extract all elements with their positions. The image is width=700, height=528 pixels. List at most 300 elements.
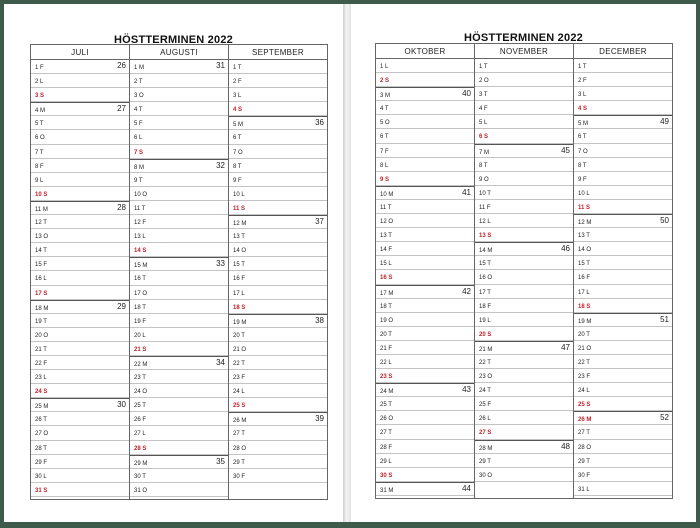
right-page <box>351 4 696 522</box>
day-label: 7 T <box>35 149 44 156</box>
day-row <box>475 87 573 101</box>
day-row <box>376 327 474 341</box>
day-label: 31 L <box>578 486 590 493</box>
day-label: 21 M <box>479 346 493 353</box>
day-row <box>31 187 129 201</box>
day-label: 3 M <box>380 93 391 100</box>
day-row <box>574 482 672 496</box>
day-label: 6 T <box>233 135 242 142</box>
day-label: 30 F <box>233 473 246 480</box>
day-label: 25 F <box>479 402 492 409</box>
day-label: 14 O <box>578 247 592 254</box>
day-row <box>475 214 573 228</box>
day-label: 24 L <box>233 389 245 396</box>
day-label: 4 T <box>134 107 143 114</box>
day-label: 16 S <box>380 275 393 282</box>
day-label: 11 S <box>233 205 246 212</box>
day-label: 20 T <box>233 332 245 339</box>
day-label: 10 O <box>134 191 148 198</box>
week-number: 29 <box>117 301 126 311</box>
day-row <box>376 73 474 87</box>
day-row <box>31 173 129 187</box>
day-label: 25 T <box>134 403 146 410</box>
day-label: 9 O <box>479 176 489 183</box>
day-row <box>130 243 228 257</box>
day-row <box>376 200 474 214</box>
day-label: 23 F <box>233 375 246 382</box>
day-row <box>376 482 474 496</box>
month-column-oktober <box>376 44 474 498</box>
day-label: 16 T <box>134 276 146 283</box>
month-column-november <box>474 44 573 498</box>
day-row <box>574 355 672 369</box>
week-number: 34 <box>216 357 225 367</box>
day-row <box>130 271 228 285</box>
day-label: 9 L <box>35 177 44 184</box>
day-row <box>475 355 573 369</box>
day-row <box>229 384 327 398</box>
day-label: 10 M <box>380 191 394 198</box>
week-number: 36 <box>315 118 324 128</box>
month-header: DECEMBER <box>574 44 672 59</box>
week-number: 42 <box>462 286 471 296</box>
day-row <box>475 158 573 172</box>
day-label: 24 M <box>380 389 394 396</box>
week-number: 44 <box>462 483 471 493</box>
day-label: 2 O <box>479 78 489 85</box>
day-label: 6 T <box>578 134 587 141</box>
day-label: 28 O <box>233 445 247 452</box>
day-row <box>229 215 327 229</box>
day-row <box>130 102 228 116</box>
day-row <box>229 271 327 285</box>
day-row <box>574 129 672 143</box>
week-number: 45 <box>561 145 570 155</box>
day-row <box>130 215 228 229</box>
day-label: 31 M <box>380 487 394 494</box>
week-number: 41 <box>462 187 471 197</box>
day-row <box>31 243 129 257</box>
day-row <box>574 425 672 439</box>
day-label: 21 O <box>578 345 592 352</box>
day-row <box>475 425 573 439</box>
day-label: 30 L <box>35 473 47 480</box>
day-label: 6 L <box>134 135 143 142</box>
day-label: 13 T <box>380 233 392 240</box>
day-row <box>475 144 573 158</box>
day-row <box>130 145 228 159</box>
day-label: 21 F <box>380 345 393 352</box>
day-label: 29 T <box>233 459 245 466</box>
day-label: 2 F <box>233 79 242 86</box>
day-row <box>376 411 474 425</box>
day-row <box>130 159 228 173</box>
day-row <box>31 201 129 215</box>
week-number: 49 <box>660 117 669 127</box>
day-label: 9 T <box>134 177 143 184</box>
day-label: 10 S <box>35 191 48 198</box>
day-label: 12 L <box>479 219 491 226</box>
day-row <box>475 383 573 397</box>
day-row <box>130 384 228 398</box>
day-row <box>376 87 474 101</box>
day-row <box>31 441 129 455</box>
day-row <box>229 469 327 483</box>
day-label: 15 T <box>578 261 590 268</box>
day-row <box>130 286 228 300</box>
day-label: 3 S <box>35 93 45 100</box>
day-row <box>475 440 573 454</box>
day-row <box>574 383 672 397</box>
week-number: 39 <box>315 414 324 424</box>
day-label: 8 T <box>233 163 242 170</box>
day-row <box>229 370 327 384</box>
day-row <box>130 314 228 328</box>
day-label: 17 T <box>479 289 491 296</box>
left-page <box>4 4 343 522</box>
day-row <box>475 299 573 313</box>
day-label: 17 O <box>134 290 148 297</box>
day-label: 26 F <box>134 417 147 424</box>
day-row <box>376 313 474 327</box>
day-row <box>376 158 474 172</box>
day-row <box>574 59 672 73</box>
day-label: 1 T <box>479 64 488 70</box>
day-label: 23 O <box>479 374 493 381</box>
day-label: 1 L <box>380 64 389 70</box>
day-label: 27 T <box>233 431 245 438</box>
day-label: 17 L <box>233 290 245 297</box>
day-label: 14 T <box>35 248 47 255</box>
day-label: 20 S <box>479 331 492 338</box>
day-label: 1 T <box>233 65 242 71</box>
day-row <box>475 270 573 284</box>
day-row <box>574 468 672 482</box>
day-row <box>574 341 672 355</box>
day-label: 7 S <box>134 149 144 156</box>
day-label: 10 L <box>233 191 245 198</box>
day-row <box>130 370 228 384</box>
day-row <box>31 74 129 88</box>
day-label: 20 T <box>380 331 392 338</box>
week-number: 43 <box>462 385 471 395</box>
day-row <box>31 342 129 356</box>
day-label: 30 O <box>479 472 493 479</box>
day-row <box>475 228 573 242</box>
day-row <box>229 257 327 271</box>
day-row <box>475 172 573 186</box>
week-number: 38 <box>315 315 324 325</box>
day-label: 1 M <box>134 65 145 71</box>
day-label: 3 L <box>578 92 587 99</box>
day-label: 5 L <box>479 120 488 127</box>
day-row <box>31 455 129 469</box>
day-label: 9 S <box>380 176 390 183</box>
week-number: 27 <box>117 104 126 114</box>
day-row <box>31 398 129 412</box>
week-number: 31 <box>216 61 225 70</box>
day-label: 7 O <box>578 148 588 155</box>
week-number: 37 <box>315 217 324 227</box>
day-row <box>376 214 474 228</box>
day-label: 28 T <box>35 445 47 452</box>
day-row <box>31 257 129 271</box>
day-label: 7 F <box>380 148 389 155</box>
day-row <box>31 145 129 159</box>
day-row <box>229 286 327 300</box>
day-row <box>229 314 327 328</box>
day-label: 14 M <box>479 248 493 255</box>
day-row <box>229 130 327 144</box>
day-label: 6 S <box>479 134 489 141</box>
day-label: 28 O <box>578 444 592 451</box>
day-row <box>376 369 474 383</box>
day-row <box>229 426 327 440</box>
day-label: 22 M <box>134 361 148 368</box>
day-row <box>229 328 327 342</box>
day-row <box>229 412 327 426</box>
day-row <box>574 242 672 256</box>
day-label: 30 F <box>578 472 591 479</box>
day-label: 17 L <box>578 289 590 296</box>
day-row <box>31 286 129 300</box>
day-label: 12 T <box>35 220 47 227</box>
day-row <box>376 285 474 299</box>
day-row <box>376 454 474 468</box>
day-label: 11 S <box>578 204 591 211</box>
right-page-title: HÖSTTERMINEN 2022 <box>464 32 583 44</box>
day-label: 23 S <box>380 374 393 381</box>
day-row <box>130 201 228 215</box>
day-row <box>31 215 129 229</box>
month-header: NOVEMBER <box>475 44 573 59</box>
day-label: 14 O <box>233 248 247 255</box>
day-row <box>31 88 129 102</box>
day-row <box>229 102 327 116</box>
day-row <box>229 159 327 173</box>
day-row <box>376 397 474 411</box>
day-row <box>574 285 672 299</box>
day-label: 4 S <box>233 107 243 114</box>
day-label: 11 T <box>380 204 392 211</box>
day-label: 3 L <box>233 93 242 100</box>
day-label: 13 S <box>479 233 492 240</box>
day-row <box>31 300 129 314</box>
day-label: 9 F <box>578 176 587 183</box>
day-label: 26 L <box>479 416 491 423</box>
day-row <box>31 314 129 328</box>
day-label: 16 F <box>578 275 591 282</box>
week-number: 51 <box>660 314 669 324</box>
day-label: 6 T <box>380 134 389 141</box>
day-label: 20 T <box>578 331 590 338</box>
day-label: 14 F <box>380 247 393 254</box>
day-label: 11 M <box>35 206 48 213</box>
day-row <box>475 256 573 270</box>
day-row <box>574 144 672 158</box>
week-number: 40 <box>462 89 471 99</box>
day-row <box>475 186 573 200</box>
day-row <box>475 115 573 129</box>
day-row <box>574 256 672 270</box>
day-row <box>376 299 474 313</box>
week-number: 50 <box>660 216 669 226</box>
day-row <box>229 116 327 130</box>
day-row <box>376 59 474 73</box>
day-list <box>229 60 327 483</box>
day-row <box>574 214 672 228</box>
day-label: 20 O <box>35 332 49 339</box>
day-row <box>229 60 327 74</box>
day-row <box>376 341 474 355</box>
day-label: 17 M <box>380 290 394 297</box>
day-row <box>130 342 228 356</box>
day-list <box>475 59 573 482</box>
day-row <box>475 101 573 115</box>
day-label: 4 F <box>479 106 488 113</box>
day-label: 5 M <box>578 121 589 128</box>
week-number: 47 <box>561 342 570 352</box>
day-row <box>31 483 129 497</box>
day-label: 18 M <box>35 305 49 312</box>
day-row <box>475 369 573 383</box>
day-label: 28 S <box>134 445 147 452</box>
day-row <box>229 356 327 370</box>
day-label: 30 T <box>134 473 146 480</box>
day-label: 24 L <box>578 388 590 395</box>
day-row <box>574 73 672 87</box>
day-row <box>574 270 672 284</box>
day-label: 25 S <box>578 402 591 409</box>
day-label: 11 T <box>134 205 146 212</box>
day-label: 15 T <box>479 261 491 268</box>
day-row <box>574 200 672 214</box>
month-header: AUGUSTI <box>130 45 228 60</box>
day-label: 15 M <box>134 263 148 270</box>
day-row <box>31 271 129 285</box>
day-row <box>475 59 573 73</box>
day-label: 15 F <box>35 262 48 269</box>
day-label: 3 O <box>134 93 144 100</box>
day-row <box>574 172 672 186</box>
week-number: 28 <box>117 202 126 212</box>
day-row <box>574 228 672 242</box>
day-row <box>31 116 129 130</box>
day-row <box>376 355 474 369</box>
day-row <box>130 300 228 314</box>
day-label: 24 T <box>479 388 491 395</box>
day-row <box>574 369 672 383</box>
day-label: 26 T <box>35 417 47 424</box>
day-label: 23 T <box>134 375 146 382</box>
day-label: 27 L <box>134 431 146 438</box>
day-row <box>130 356 228 370</box>
day-label: 28 M <box>479 445 493 452</box>
day-row <box>475 313 573 327</box>
day-label: 15 L <box>380 261 392 268</box>
week-number: 33 <box>216 259 225 269</box>
day-label: 23 F <box>578 374 591 381</box>
week-number: 26 <box>117 61 126 70</box>
day-label: 26 M <box>578 417 592 424</box>
day-row <box>130 60 228 74</box>
month-column-september <box>228 45 327 499</box>
day-label: 22 T <box>233 360 245 367</box>
day-row <box>31 384 129 398</box>
day-row <box>376 425 474 439</box>
day-row <box>130 483 228 497</box>
day-label: 4 T <box>380 106 389 113</box>
day-label: 19 M <box>578 318 592 325</box>
day-row <box>130 469 228 483</box>
day-row <box>229 243 327 257</box>
day-label: 12 O <box>380 219 394 226</box>
day-row <box>130 130 228 144</box>
day-row <box>574 313 672 327</box>
day-row <box>229 300 327 314</box>
day-label: 24 S <box>35 389 48 396</box>
day-label: 15 T <box>233 262 245 269</box>
day-list <box>31 60 129 497</box>
day-label: 19 T <box>35 318 47 325</box>
month-column-juli <box>31 45 129 499</box>
day-row <box>130 173 228 187</box>
day-row <box>31 60 129 74</box>
day-row <box>376 468 474 482</box>
day-row <box>130 328 228 342</box>
day-row <box>376 129 474 143</box>
day-row <box>574 186 672 200</box>
day-row <box>130 88 228 102</box>
week-number: 48 <box>561 441 570 451</box>
day-row <box>130 426 228 440</box>
week-number: 35 <box>216 456 225 466</box>
day-row <box>31 229 129 243</box>
day-label: 6 O <box>35 135 45 142</box>
day-row <box>229 455 327 469</box>
day-label: 8 T <box>578 162 587 169</box>
day-label: 29 T <box>578 458 590 465</box>
day-row <box>376 115 474 129</box>
day-row <box>475 327 573 341</box>
day-row <box>376 172 474 186</box>
day-label: 18 T <box>380 303 392 310</box>
day-row <box>130 116 228 130</box>
week-number: 46 <box>561 244 570 254</box>
day-row <box>130 441 228 455</box>
book-gutter <box>343 4 351 522</box>
day-row <box>130 412 228 426</box>
day-label: 24 O <box>134 389 148 396</box>
month-column-december <box>573 44 672 498</box>
day-row <box>31 469 129 483</box>
day-row <box>376 144 474 158</box>
month-header: SEPTEMBER <box>229 45 327 60</box>
day-label: 27 T <box>380 430 392 437</box>
month-header: JULI <box>31 45 129 60</box>
day-label: 1 T <box>578 64 587 70</box>
day-label: 12 M <box>578 220 592 227</box>
day-row <box>376 101 474 115</box>
day-row <box>229 145 327 159</box>
day-row <box>31 328 129 342</box>
day-label: 18 F <box>479 303 492 310</box>
day-row <box>376 186 474 200</box>
day-row <box>376 383 474 397</box>
day-row <box>574 115 672 129</box>
left-page-title: HÖSTTERMINEN 2022 <box>114 34 233 46</box>
day-row <box>31 412 129 426</box>
